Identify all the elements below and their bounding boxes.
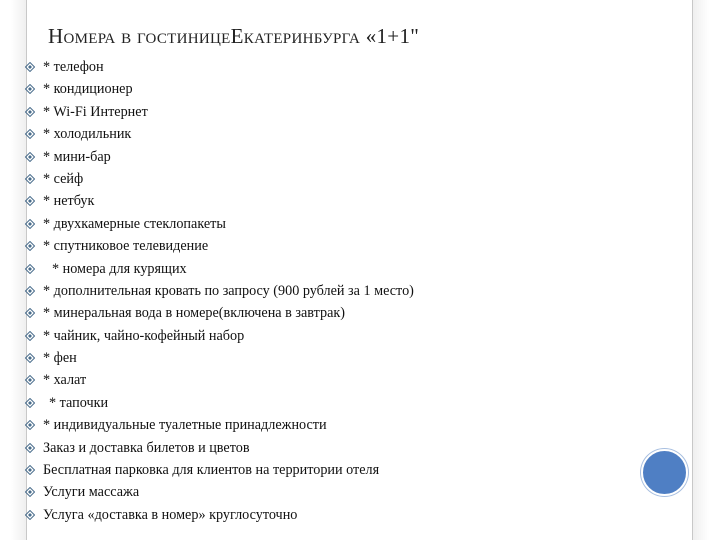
diamond-bullet-icon [25, 174, 35, 184]
diamond-bullet-icon [25, 264, 35, 274]
list-item: * нетбук [20, 190, 414, 212]
diamond-bullet-icon [25, 196, 35, 206]
list-item: Услуга «доставка в номер» круглосуточно [20, 504, 414, 526]
diamond-bullet-icon [25, 465, 35, 475]
list-item: Услуги массажа [20, 481, 414, 503]
diamond-bullet-icon [25, 84, 35, 94]
diamond-bullet-icon [25, 443, 35, 453]
diamond-bullet-icon [25, 375, 35, 385]
amenities-list [20, 56, 414, 526]
diamond-bullet-icon [25, 152, 35, 162]
list-item: * минеральная вода в номере(включена в завтрак) [20, 302, 414, 324]
list-item: * халат [20, 369, 414, 391]
diamond-bullet-icon [25, 398, 35, 408]
diamond-bullet-icon [25, 62, 35, 72]
diamond-bullet-icon [25, 353, 35, 363]
slide-title [48, 24, 419, 49]
list-item: * тапочки [20, 392, 414, 414]
list-item: * мини-бар [20, 146, 414, 168]
title-part-1: Номера в гостинице [48, 24, 231, 48]
list-item: Бесплатная парковка для клиентов на территории отеля [20, 459, 414, 481]
diamond-bullet-icon [25, 241, 35, 251]
list-item: * индивидуальные туалетные принадлежности [20, 414, 414, 436]
list-item: * номера для курящих [20, 258, 414, 280]
decorative-circle [641, 449, 688, 496]
list-item: * двухкамерные стеклопакеты [20, 213, 414, 235]
list-item: * чайник, чайно-кофейный набор [20, 325, 414, 347]
diamond-bullet-icon [25, 107, 35, 117]
list-item: * фен [20, 347, 414, 369]
list-item: * кондиционер [20, 78, 414, 100]
diamond-bullet-icon [25, 308, 35, 318]
list-item: * спутниковое телевидение [20, 235, 414, 257]
diamond-bullet-icon [25, 129, 35, 139]
diamond-bullet-icon [25, 510, 35, 520]
list-item: * сейф [20, 168, 414, 190]
list-item: * дополнительная кровать по запросу (900 рублей за 1 место) [20, 280, 414, 302]
right-frame-bar [692, 0, 709, 540]
list-item: * Wi-Fi Интернет [20, 101, 414, 123]
title-part-3: «1+1" [365, 24, 420, 48]
diamond-bullet-icon [25, 487, 35, 497]
diamond-bullet-icon [25, 219, 35, 229]
title-part-2: Екатеринбурга [230, 24, 361, 48]
list-item: Заказ и доставка билетов и цветов [20, 437, 414, 459]
diamond-bullet-icon [25, 286, 35, 296]
diamond-bullet-icon [25, 331, 35, 341]
list-item: * телефон [20, 56, 414, 78]
diamond-bullet-icon [25, 420, 35, 430]
list-item: * холодильник [20, 123, 414, 145]
